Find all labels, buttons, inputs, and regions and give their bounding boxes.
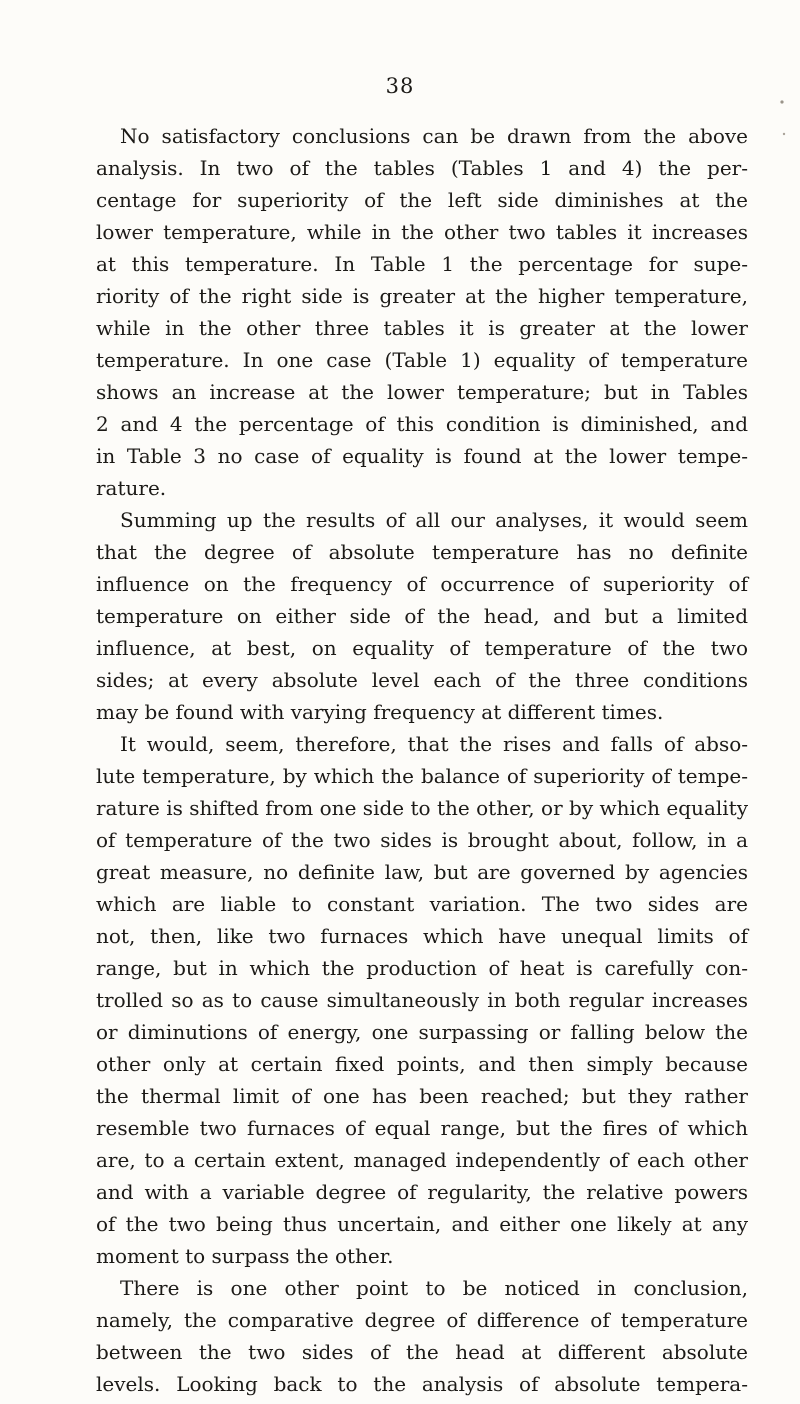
text-line: may be found with varying frequency at different times. (96, 700, 664, 724)
text-line: other only at certain fixed points, and then simply because (96, 1052, 748, 1076)
text-line: in Table 3 no case of equality is found at the lower tempe- (96, 444, 748, 468)
text-line: or diminutions of energy, one surpassing or falling below the (96, 1020, 748, 1044)
text-line: while in the other three tables it is greater at the lower (96, 316, 748, 340)
text-line: range, but in which the production of heat is carefully con- (96, 956, 748, 980)
text-line: moment to surpass the other. (96, 1244, 394, 1268)
text-line: shows an increase at the lower temperature; but in Tables (96, 380, 748, 404)
text-line: namely, the comparative degree of difference of temperature (96, 1308, 748, 1332)
text-line: which are liable to constant variation. The two sides are (96, 892, 748, 916)
text-line: and with a variable degree of regularity, the relative powers (96, 1180, 748, 1204)
text-line: not, then, like two furnaces which have unequal limits of (96, 924, 748, 948)
text-line: of temperature of the two sides is brought about, follow, in a (96, 828, 748, 852)
text-line: influence, at best, on equality of temperature of the two (96, 636, 748, 660)
text-line: centage for superiority of the left side diminishes at the (96, 188, 748, 212)
text-line: influence on the frequency of occurrence of superiority of (96, 572, 748, 596)
text-line: are, to a certain extent, managed independently of each other (96, 1148, 748, 1172)
text-line: riority of the right side is greater at the higher temperature, (96, 284, 748, 308)
text-line: analysis. In two of the tables (Tables 1 and 4) the per- (96, 156, 748, 180)
text-line: lute temperature, by which the balance of superiority of tempe- (96, 764, 748, 788)
text-line: that the degree of absolute temperature has no definite (96, 540, 748, 564)
page-number: 38 (385, 74, 415, 98)
text-line: trolled so as to cause simultaneously in both regular increases (96, 988, 748, 1012)
body-text (96, 120, 748, 1400)
text-line: sides; at every absolute level each of the three conditions (96, 668, 748, 692)
text-line: at this temperature. In Table 1 the percentage for supe- (96, 252, 748, 276)
text-line: lower temperature, while in the other two tables it increases (96, 220, 748, 244)
text-line: There is one other point to be noticed in conclusion, (120, 1276, 748, 1300)
text-line: It would, seem, therefore, that the rises and falls of abso- (120, 732, 748, 756)
text-line: Summing up the results of all our analyses, it would seem (120, 508, 748, 532)
text-line: between the two sides of the head at different absolute (96, 1340, 748, 1364)
text-line: No satisfactory conclusions can be drawn from the above (120, 124, 748, 148)
text-line: the thermal limit of one has been reached; but they rather (96, 1084, 748, 1108)
text-line: of the two being thus uncertain, and either one likely at any (96, 1212, 748, 1236)
text-line: temperature on either side of the head, and but a limited (96, 604, 748, 628)
text-line: rature is shifted from one side to the other, or by which equality (96, 796, 748, 820)
text-line: great measure, no definite law, but are governed by agencies (96, 860, 748, 884)
text-line: resemble two furnaces of equal range, but the fires of which (96, 1116, 748, 1140)
text-line: levels. Looking back to the analysis of absolute tempera- (96, 1372, 748, 1396)
text-line: temperature. In one case (Table 1) equality of temperature (96, 348, 748, 372)
text-line: 2 and 4 the percentage of this condition is diminished, and (96, 412, 748, 436)
text-line: rature. (96, 476, 167, 500)
